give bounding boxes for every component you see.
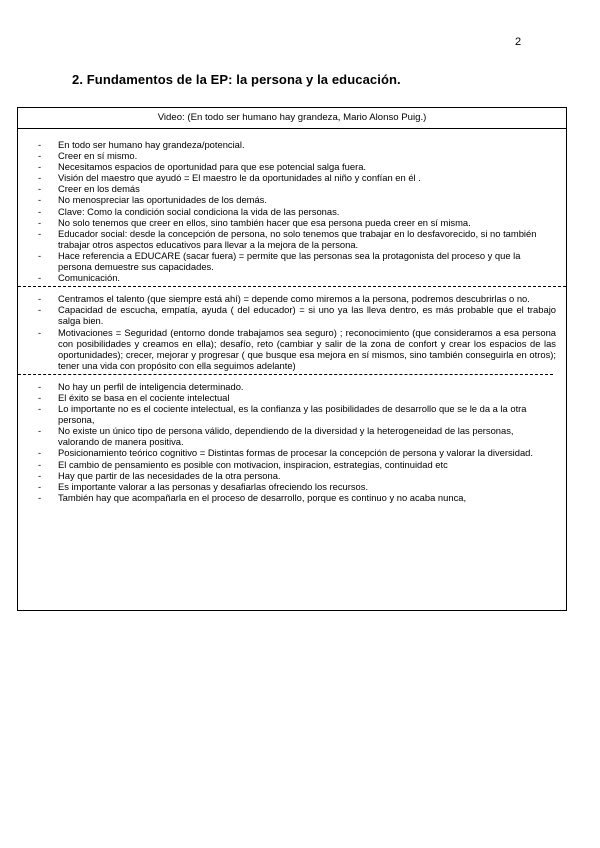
notes-section-1 [18, 129, 566, 283]
list-item: - Centramos el talento (que siempre está ahí) = depende como miremos a la persona, podremos descubrirlas o no. [34, 293, 556, 304]
list-item: - No hay un perfil de inteligencia determinado. [34, 381, 556, 392]
list-item: - Necesitamos espacios de oportunidad para que ese potencial salga fuera. [34, 161, 556, 172]
list-item: - No solo tenemos que creer en ellos, sino también hacer que esa persona pueda creer en sí misma. [34, 217, 556, 228]
page-number: 2 [515, 36, 522, 48]
bullet-list-2 [34, 293, 556, 371]
notes-section-2 [18, 287, 566, 371]
list-item: - El éxito se basa en el cociente intelectual [34, 392, 556, 403]
list-item: - Comunicación. [34, 272, 556, 283]
list-item: - El cambio de pensamiento es posible con motivacion, inspiracion, estrategias, continuidad etc [34, 459, 556, 470]
notes-section-3 [18, 375, 566, 503]
list-item: - Visión del maestro que ayudó = El maestro le da oportunidades al niño y confían en él . [34, 172, 556, 183]
bullet-list-3 [34, 381, 556, 503]
list-item: - Capacidad de escucha, empatía, ayuda ( del educador) = si uno ya las lleva dentro, es más probable que el trabajo salga bien. [34, 304, 556, 326]
list-item: - No menospreciar las oportunidades de los demás. [34, 194, 556, 205]
list-item: - No existe un único tipo de persona válido, dependiendo de la diversidad y la heterogeneidad de las personas, valorando de manera positiva. [34, 425, 556, 447]
list-item: - También hay que acompañarla en el proceso de desarrollo, porque es continuo y no acaba nunca, [34, 492, 556, 503]
list-item: - En todo ser humano hay grandeza/potencial. [34, 139, 556, 150]
list-item: - Motivaciones = Seguridad (entorno donde trabajamos sea seguro) ; reconocimiento (que consideramos a esa persona con posibilidades y creamos en ella); desafío, reto (cambiar y salir de la zona de confort y crear los espacios de las oportunidades); crecer, mejorar y progresar ( que busque esa mejora en sí mismos, sino también conseguirla en otros); tener una vida con propósito con ella seguimos adelante) [34, 327, 556, 371]
notes-box [17, 107, 567, 611]
list-item: - Es importante valorar a las personas y desafiarlas ofreciendo los recursos. [34, 481, 556, 492]
list-item: - Educador social: desde la concepción de persona, no solo tenemos que trabajar en lo desfavorecido, si no también trabajar otros aspectos educativos para llevar a la mejora de la persona. [34, 228, 556, 250]
list-item: - Creer en los demás [34, 183, 556, 194]
list-item: - Creer en sí mismo. [34, 150, 556, 161]
bullet-list-1 [34, 139, 556, 283]
list-item: - Hace referencia a EDUCARE (sacar fuera) = permite que las personas sea la protagonista del proceso y que la persona demuestre sus capacidades. [34, 250, 556, 272]
video-title: Video: (En todo ser humano hay grandeza, Mario Alonso Puig.) [18, 108, 566, 129]
list-item: - Clave: Como la condición social condiciona la vida de las personas. [34, 206, 556, 217]
section-heading: 2. Fundamentos de la EP: la persona y la educación. [72, 72, 401, 87]
list-item: - Hay que partir de las necesidades de la otra persona. [34, 470, 556, 481]
list-item: - Posicionamiento teórico cognitivo = Distintas formas de procesar la concepción de persona y valorar la diversidad. [34, 447, 556, 458]
list-item: - Lo importante no es el cociente intelectual, es la confianza y las posibilidades de desarrollo que se le da a la otra persona, [34, 403, 556, 425]
